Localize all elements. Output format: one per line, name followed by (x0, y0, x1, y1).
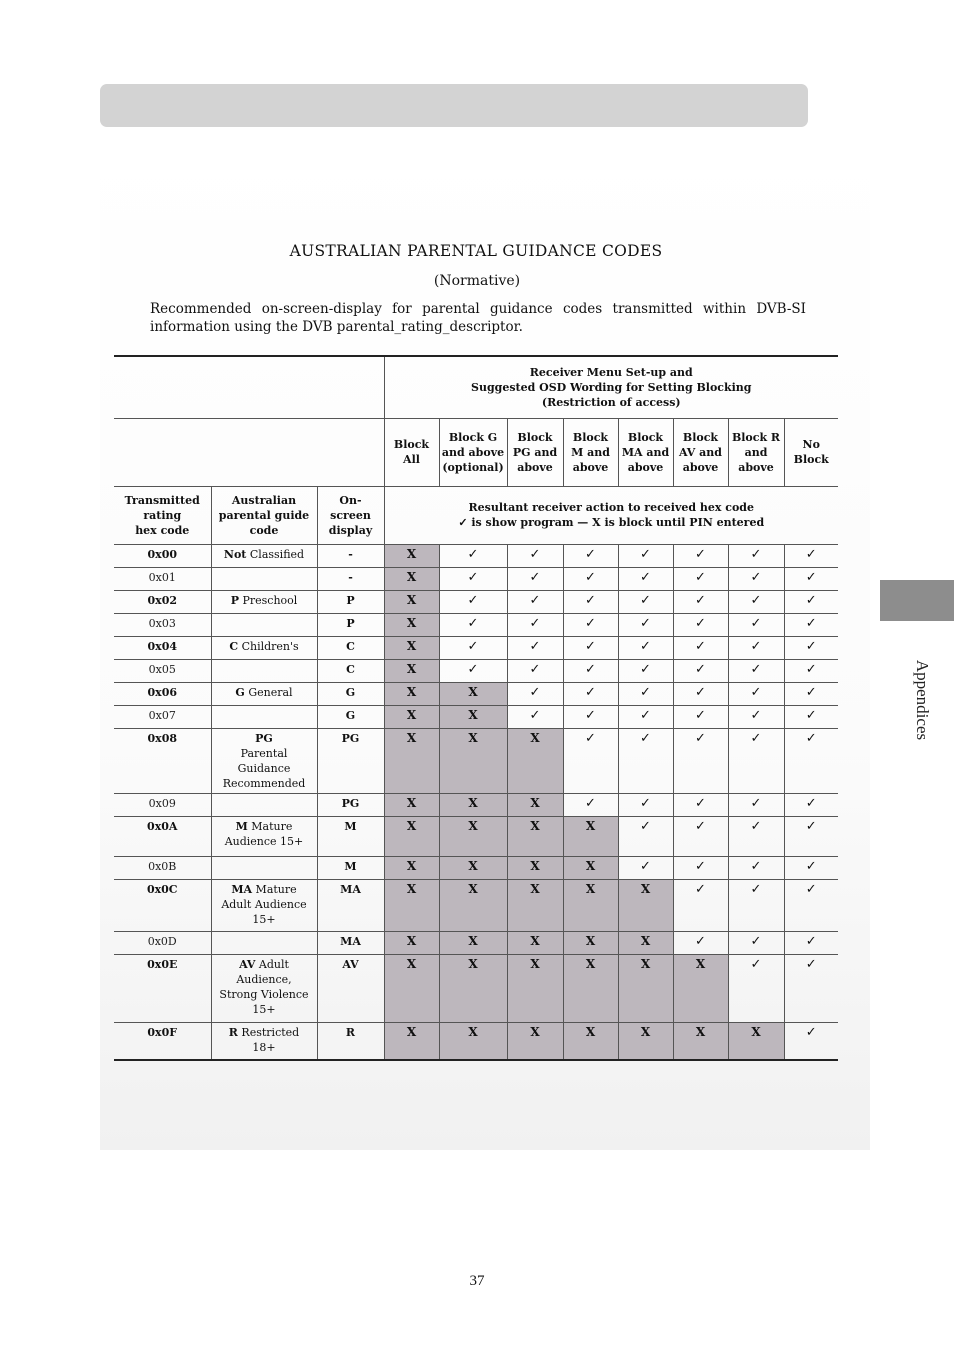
osd-cell: - (317, 544, 384, 567)
show-mark: ✓ (728, 659, 784, 682)
block-mark: X (563, 931, 618, 954)
column-header-line: screen (330, 508, 371, 522)
block-mark: X (384, 590, 439, 613)
guide-code-text: Parental (240, 746, 288, 760)
block-mark: X (507, 816, 563, 856)
show-mark: ✓ (784, 1022, 838, 1060)
show-mark: ✓ (618, 705, 673, 728)
show-mark: ✓ (618, 682, 673, 705)
block-option-header-line: above (738, 460, 774, 474)
intro-paragraph: Recommended on-screen-display for parental guidance codes transmitted within DVB-SI information using the DVB parental_rating_descriptor. (150, 301, 806, 335)
guide-code-abbrev: G (235, 685, 245, 699)
show-mark: ✓ (673, 705, 728, 728)
page-title (0, 242, 954, 260)
block-mark: X (563, 879, 618, 931)
show-mark: ✓ (728, 856, 784, 879)
table-row (114, 705, 838, 728)
block-option-header-line: Block (627, 430, 664, 444)
table-row (114, 613, 838, 636)
osd-cell: AV (317, 954, 384, 1022)
show-mark: ✓ (439, 544, 507, 567)
guide-code-text: Not Classified (223, 547, 305, 561)
table-row (114, 590, 838, 613)
block-mark: X (439, 856, 507, 879)
table-row (114, 931, 838, 954)
show-mark: ✓ (563, 567, 618, 590)
show-mark: ✓ (618, 659, 673, 682)
guide-code-text: Audience, (236, 972, 292, 986)
block-mark: X (384, 793, 439, 816)
show-mark: ✓ (618, 728, 673, 793)
show-mark: ✓ (784, 567, 838, 590)
block-option-header (507, 418, 563, 486)
guide-code-cell (211, 613, 317, 636)
show-mark: ✓ (728, 590, 784, 613)
guide-code-cell (211, 954, 317, 1022)
guide-code-cell (211, 567, 317, 590)
guide-code-text: AV Adult (239, 957, 289, 971)
column-header-line: parental guide (218, 508, 310, 522)
parental-guidance-table (114, 355, 838, 1061)
block-option-header-line: All (403, 453, 420, 466)
guide-code-text: 15+ (252, 1002, 276, 1016)
block-mark: X (673, 954, 728, 1022)
hex-code-cell: 0x02 (114, 590, 211, 613)
guide-code-text: Guidance (237, 761, 291, 775)
block-option-header-line: above (572, 460, 609, 474)
block-mark: X (439, 954, 507, 1022)
page-title-text: AUSTRALIAN PARENTAL GUIDANCE CODES (289, 242, 663, 260)
empty-header-cell (114, 356, 384, 418)
block-mark: X (563, 856, 618, 879)
show-mark: ✓ (728, 793, 784, 816)
show-mark: ✓ (618, 544, 673, 567)
guide-code-text: Audience 15+ (224, 834, 304, 848)
section-tab (880, 580, 954, 621)
show-mark: ✓ (563, 590, 618, 613)
block-mark: X (439, 705, 507, 728)
osd-cell: G (317, 682, 384, 705)
receiver-menu-header (384, 356, 838, 418)
show-mark: ✓ (439, 659, 507, 682)
block-mark: X (439, 879, 507, 931)
guide-code-cell (211, 682, 317, 705)
block-mark: X (384, 1022, 439, 1060)
hex-code-cell: 0x0D (114, 931, 211, 954)
page-subtitle: (Normative) (433, 273, 521, 289)
show-mark: ✓ (784, 682, 838, 705)
show-mark: ✓ (784, 856, 838, 879)
guide-code-abbrev: MA (231, 882, 253, 896)
guide-code-abbrev: R (228, 1025, 238, 1039)
block-option-header-line: (optional) (442, 460, 504, 474)
show-mark: ✓ (618, 590, 673, 613)
block-mark: X (384, 659, 439, 682)
block-mark: X (728, 1022, 784, 1060)
show-mark: ✓ (507, 682, 563, 705)
guide-code-cell (211, 931, 317, 954)
guide-code-text: R Restricted (228, 1025, 300, 1039)
block-option-header-line: MA and (621, 445, 670, 459)
block-mark: X (618, 1022, 673, 1060)
block-mark: X (439, 793, 507, 816)
block-mark: X (384, 567, 439, 590)
show-mark: ✓ (673, 659, 728, 682)
block-option-header (784, 418, 838, 486)
show-mark: ✓ (784, 659, 838, 682)
block-mark: X (507, 856, 563, 879)
block-mark: X (507, 879, 563, 931)
osd-cell: P (317, 613, 384, 636)
show-mark: ✓ (673, 613, 728, 636)
block-option-header-line: and (744, 445, 768, 459)
osd-cell: M (317, 816, 384, 856)
show-mark: ✓ (563, 544, 618, 567)
table-row (114, 544, 838, 567)
block-option-header (673, 418, 728, 486)
block-option-header-line: and above (441, 445, 505, 459)
block-option-header-line: Block R (731, 430, 781, 444)
block-mark: X (439, 816, 507, 856)
block-mark: X (507, 728, 563, 793)
show-mark: ✓ (784, 793, 838, 816)
block-option-header-line: Block (393, 438, 430, 451)
table-row (114, 567, 838, 590)
guide-code-cell (211, 856, 317, 879)
show-mark: ✓ (439, 590, 507, 613)
show-mark: ✓ (618, 816, 673, 856)
show-mark: ✓ (563, 659, 618, 682)
column-header-line: Australian (231, 493, 297, 507)
show-mark: ✓ (563, 728, 618, 793)
block-mark: X (563, 954, 618, 1022)
guide-code-abbrev: P (230, 593, 239, 607)
block-mark: X (384, 544, 439, 567)
show-mark: ✓ (728, 705, 784, 728)
show-mark: ✓ (784, 816, 838, 856)
column-header (114, 486, 211, 544)
osd-cell: MA (317, 879, 384, 931)
show-mark: ✓ (784, 590, 838, 613)
action-legend-header (384, 486, 838, 544)
table-row (114, 793, 838, 816)
block-option-header-line: Block G (448, 430, 498, 444)
hex-code-cell: 0x0E (114, 954, 211, 1022)
block-option-header-line: AV and (679, 445, 722, 459)
hex-code-cell: 0x0C (114, 879, 211, 931)
hex-code-cell: 0x05 (114, 659, 211, 682)
show-mark: ✓ (507, 567, 563, 590)
guide-code-abbrev: AV (239, 957, 256, 971)
osd-cell: PG (317, 793, 384, 816)
show-mark: ✓ (728, 728, 784, 793)
show-mark: ✓ (618, 636, 673, 659)
guide-code-abbrev: Not (223, 547, 247, 561)
show-mark: ✓ (728, 613, 784, 636)
guide-code-text: Strong Violence (219, 987, 309, 1001)
block-mark: X (439, 931, 507, 954)
show-mark: ✓ (673, 931, 728, 954)
block-option-header-line: Block (793, 453, 829, 466)
column-header-line: On- (339, 493, 362, 507)
guide-code-cell (211, 705, 317, 728)
show-mark: ✓ (784, 636, 838, 659)
block-mark: X (618, 931, 673, 954)
block-mark: X (384, 682, 439, 705)
show-mark: ✓ (784, 879, 838, 931)
block-option-header-line: Block (682, 430, 719, 444)
guide-code-text: 15+ (252, 912, 276, 926)
show-mark: ✓ (618, 567, 673, 590)
hex-code-cell: 0x01 (114, 567, 211, 590)
table-row (114, 728, 838, 793)
show-mark: ✓ (728, 544, 784, 567)
action-legend-line: Resultant receiver action to received hex code (468, 501, 754, 514)
block-option-header (728, 418, 784, 486)
block-mark: X (507, 1022, 563, 1060)
empty-header-cell (114, 418, 384, 486)
show-mark: ✓ (563, 613, 618, 636)
table-row (114, 816, 838, 856)
hex-code-cell: 0x0F (114, 1022, 211, 1060)
hex-code-cell: 0x06 (114, 682, 211, 705)
show-mark: ✓ (563, 793, 618, 816)
hex-code-cell: 0x08 (114, 728, 211, 793)
group-header-row (114, 356, 838, 418)
section-label: Appendices (913, 659, 932, 741)
show-mark: ✓ (507, 590, 563, 613)
show-mark: ✓ (618, 793, 673, 816)
show-mark: ✓ (507, 636, 563, 659)
show-mark: ✓ (784, 544, 838, 567)
block-mark: X (384, 931, 439, 954)
osd-cell: G (317, 705, 384, 728)
block-option-header-line: Block (517, 430, 553, 444)
show-mark: ✓ (563, 636, 618, 659)
guide-code-text: C Children's (229, 639, 299, 653)
column-header-line: hex code (135, 523, 190, 537)
show-mark: ✓ (784, 728, 838, 793)
show-mark: ✓ (507, 705, 563, 728)
guide-code-text: 18+ (252, 1040, 276, 1054)
header-bar (100, 84, 808, 127)
hex-code-cell: 0x0A (114, 816, 211, 856)
osd-cell: C (317, 659, 384, 682)
receiver-menu-header-line: (Restriction of access) (541, 395, 681, 409)
block-mark: X (618, 954, 673, 1022)
osd-cell: P (317, 590, 384, 613)
show-mark: ✓ (673, 793, 728, 816)
show-mark: ✓ (507, 613, 563, 636)
table-row (114, 682, 838, 705)
show-mark: ✓ (728, 931, 784, 954)
guide-code-text: Recommended (222, 776, 306, 790)
guide-code-cell (211, 590, 317, 613)
block-mark: X (384, 856, 439, 879)
guide-code-text: Adult Audience (221, 897, 307, 911)
block-mark: X (507, 954, 563, 1022)
block-mark: X (618, 879, 673, 931)
show-mark: ✓ (673, 682, 728, 705)
hex-code-cell: 0x00 (114, 544, 211, 567)
show-mark: ✓ (563, 682, 618, 705)
show-mark: ✓ (673, 856, 728, 879)
guide-code-cell (211, 879, 317, 931)
osd-cell: PG (317, 728, 384, 793)
block-option-header-line: above (517, 460, 553, 474)
show-mark: ✓ (728, 954, 784, 1022)
osd-cell: C (317, 636, 384, 659)
show-mark: ✓ (673, 636, 728, 659)
table-row (114, 954, 838, 1022)
hex-code-cell: 0x07 (114, 705, 211, 728)
show-mark: ✓ (728, 879, 784, 931)
block-mark: X (384, 728, 439, 793)
guide-code-cell (211, 816, 317, 856)
block-option-header (618, 418, 673, 486)
guide-code-cell (211, 544, 317, 567)
guide-code-text: MA Mature (231, 882, 297, 896)
block-mark: X (673, 1022, 728, 1060)
show-mark: ✓ (673, 879, 728, 931)
show-mark: ✓ (618, 613, 673, 636)
guide-code-cell (211, 793, 317, 816)
block-mark: X (439, 1022, 507, 1060)
show-mark: ✓ (618, 856, 673, 879)
block-mark: X (563, 816, 618, 856)
block-option-header-line: No (802, 438, 820, 451)
block-option-header (563, 418, 618, 486)
guide-code-cell (211, 659, 317, 682)
show-mark: ✓ (507, 659, 563, 682)
hex-code-cell: 0x0B (114, 856, 211, 879)
show-mark: ✓ (728, 567, 784, 590)
block-mark: X (384, 879, 439, 931)
guide-code-text: M Mature (235, 819, 293, 833)
osd-cell: M (317, 856, 384, 879)
show-mark: ✓ (673, 728, 728, 793)
hex-code-cell: 0x09 (114, 793, 211, 816)
action-legend-line: ✓ is show program — X is block until PIN entered (458, 516, 765, 529)
block-header-row (114, 418, 838, 486)
table-row (114, 636, 838, 659)
column-header-line: display (328, 523, 373, 537)
show-mark: ✓ (563, 705, 618, 728)
block-option-header-line: above (682, 460, 719, 474)
column-header-line: rating (143, 508, 182, 522)
block-mark: X (384, 705, 439, 728)
show-mark: ✓ (673, 816, 728, 856)
hex-code-cell: 0x04 (114, 636, 211, 659)
column-header-line: Transmitted (124, 493, 200, 507)
column-header-line: code (249, 523, 279, 537)
show-mark: ✓ (784, 954, 838, 1022)
table-row (114, 1022, 838, 1060)
show-mark: ✓ (439, 567, 507, 590)
guide-code-cell (211, 636, 317, 659)
column-header (211, 486, 317, 544)
block-option-header-line: above (627, 460, 664, 474)
block-mark: X (507, 793, 563, 816)
block-mark: X (563, 1022, 618, 1060)
show-mark: ✓ (728, 636, 784, 659)
osd-cell: MA (317, 931, 384, 954)
guide-code-abbrev: M (235, 819, 248, 833)
block-mark: X (384, 816, 439, 856)
guide-code-abbrev: C (229, 639, 239, 653)
guide-code-cell (211, 1022, 317, 1060)
show-mark: ✓ (673, 567, 728, 590)
block-option-header-line: M and (571, 445, 610, 459)
show-mark: ✓ (439, 636, 507, 659)
table-row (114, 659, 838, 682)
show-mark: ✓ (673, 590, 728, 613)
osd-cell: - (317, 567, 384, 590)
guide-code-text: G General (235, 685, 293, 699)
block-option-header (384, 418, 439, 486)
block-option-header-line: Block (572, 430, 609, 444)
table-row (114, 879, 838, 931)
block-mark: X (507, 931, 563, 954)
show-mark: ✓ (784, 705, 838, 728)
show-mark: ✓ (673, 544, 728, 567)
block-mark: X (439, 728, 507, 793)
receiver-menu-header-line: Receiver Menu Set-up and (529, 365, 693, 379)
block-option-header (439, 418, 507, 486)
column-header-row (114, 486, 838, 544)
block-mark: X (384, 954, 439, 1022)
column-header (317, 486, 384, 544)
block-mark: X (439, 682, 507, 705)
osd-cell: R (317, 1022, 384, 1060)
hex-code-cell: 0x03 (114, 613, 211, 636)
block-option-header-line: PG and (512, 445, 558, 459)
show-mark: ✓ (784, 931, 838, 954)
show-mark: ✓ (728, 682, 784, 705)
guide-code-text: PG (255, 731, 273, 745)
block-mark: X (384, 636, 439, 659)
receiver-menu-header-line: Suggested OSD Wording for Setting Blocking (471, 380, 752, 394)
table-row (114, 856, 838, 879)
show-mark: ✓ (507, 544, 563, 567)
page-number: 37 (469, 1273, 485, 1289)
show-mark: ✓ (728, 816, 784, 856)
guide-code-text: P Preschool (230, 593, 298, 607)
guide-code-cell (211, 728, 317, 793)
show-mark: ✓ (439, 613, 507, 636)
show-mark: ✓ (784, 613, 838, 636)
block-mark: X (384, 613, 439, 636)
